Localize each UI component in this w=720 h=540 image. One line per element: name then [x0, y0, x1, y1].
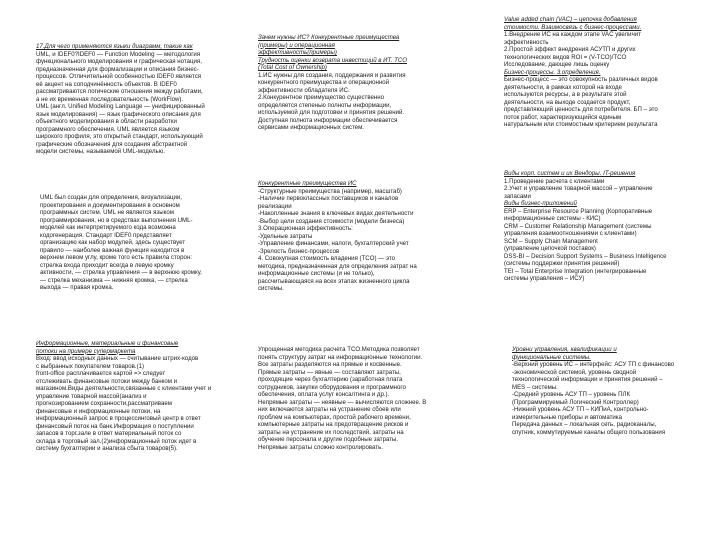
text-line: -экономической системой, уровень сводной [512, 368, 637, 376]
text-line: управление товарной массой(анализ и [36, 392, 147, 400]
text-line: программирования, но в средствах выполнения UML- [40, 216, 193, 224]
text-line: Бизнес-процесс — это совокупность различных видов [504, 76, 658, 83]
text-line: (системы поддержки принятия решений) [504, 260, 620, 267]
text-line: графические обозначения для создания абстрактной [36, 140, 188, 148]
text-line: программных систем. UML не является языком [40, 209, 174, 216]
block-uml-idef0 [36, 43, 256, 207]
text-line: моделей как интерпретируемого кода возможна [40, 224, 176, 231]
text-line: выхода — правая кромка. [40, 284, 114, 291]
text-line: предназначенная для формализации и описания бизнес- [36, 65, 199, 73]
text-line: запасов в торг.зале в ответ материальный поток со [36, 430, 182, 437]
text-line: DSS-BI – Decision Support Systems – Business Intelligence [504, 252, 667, 260]
text-line: TEI – Total Enterprise Integration (интегрированные [504, 267, 647, 275]
text-line: программного обеспечения. UML является языком [36, 125, 180, 133]
text-line: склада в торговый зал.(2)информационный поток идет в [36, 437, 197, 445]
text-line: -Управление финансами, налоги, бухгалтерский учет [258, 240, 409, 247]
text-line: UML, и IDEF0?IDEF0 — Function Modeling — методология [36, 50, 201, 58]
text-line: обучение персонала и другие подобные затраты. [258, 436, 399, 443]
text-line: ERP – Enterprise Resource Planning (Корпоративные [504, 207, 653, 215]
text-line: рассматриваются логические отношения между работами, [36, 88, 203, 95]
text-line: -Нижний уровень АСУ ТП – КИПиА, контрольно- [512, 406, 649, 413]
text-line: 3.Операционная эффективность: [258, 225, 353, 232]
section-heading-line: стоимости. Взаимосвязь с бизнес-процессами. [504, 23, 642, 31]
text-line: компьютерные затраты на предотвращение рисков и [258, 421, 409, 428]
text-line: Вход: ввод исходных данных — считывание штрих-кодов [36, 355, 199, 362]
text-line: деятельности, на выходе создается продукт, [504, 98, 631, 106]
text-line: 2.Простой эффект внедрения АСУТП и других [504, 46, 636, 53]
text-line: Все затраты разделяются на прямые и косвенные. [258, 361, 402, 368]
text-line: кодогенерация. Стандарт IDEF0 представляет [40, 231, 172, 239]
text-line: Непрямые затраты сложно контролировать. [258, 443, 383, 451]
text-line: 4. Совокупная стоимость владения (TCO) — это [258, 255, 396, 262]
text-line: системы управления – ИСУ) [504, 275, 585, 282]
text-line: 1.ИС нужны для создания, поддержания и развития [258, 71, 406, 79]
text-line: финансовый поток на банк.Информация о поступлении [36, 422, 194, 430]
text-line: сотрудников, закупки оборудования и программного [258, 383, 406, 391]
text-line: управления взаимоотношениями с клиентами) [504, 230, 637, 237]
text-line: SCM – Supply Chain Management [504, 237, 598, 245]
text-line: технологических видов ROI = (V-TCO)/TCO [504, 53, 627, 61]
section-heading-line: Виды корп. систем и их Вендоры. IT-решения [504, 170, 636, 177]
text-line: натуральным или стоимостным критерием результата [504, 121, 658, 128]
text-line: модели системы, называемой UML-моделью. [36, 148, 165, 155]
block-competitive-advantage [258, 34, 478, 164]
text-line: -Наличие первоклассных поставщиков и каналов [258, 195, 399, 202]
text-line: 1.Проведение расчета с клиентами [504, 177, 605, 185]
text-line: измерительные приборы и автоматика [512, 413, 622, 421]
text-line: конкурентного преимущества и операционной [258, 79, 390, 86]
text-line: Непрямые затраты — неявные — вычисляются сложнее. В [258, 398, 427, 406]
text-line: -Выбор цели создания стоимости (модели бизнеса) [258, 217, 405, 225]
section-heading-line: (примеры) и операционная [258, 41, 335, 49]
block-tco-method [258, 346, 479, 482]
text-line: обеспечения, оплата услуг консалтинга и др.). [258, 391, 390, 398]
section-heading-line: Value added chain (VAC) – цепочка добавления [504, 16, 637, 23]
text-line: используются ресурсы, а в результате этой [504, 91, 627, 98]
text-line: широкого профиля, это открытый стандарт, использующий [36, 133, 203, 140]
text-line: технологической информации и принятия решений – [512, 376, 663, 383]
text-line: front-office расплачивается картой => следует [36, 370, 166, 377]
text-line: (Программируемый Логический Контроллер) [512, 398, 639, 406]
text-line: (управление цепочкой поставок) [504, 245, 596, 252]
text-line: активности, — стрелка управления — в верхнюю кромку, [40, 269, 202, 276]
text-line: с выбранных покупателем товаров.(1) [36, 362, 145, 370]
text-line: них включаются затраты на устранение сбоев или [258, 406, 401, 413]
text-line: информационные системы - КИС) [504, 215, 601, 222]
text-line: запасами [504, 192, 531, 200]
text-line: -Накопленные знания в ключевых видах деятельности [258, 210, 414, 217]
text-line: функционального моделирования и графическая нотация, [36, 58, 202, 65]
text-line: MES – системы. [512, 383, 558, 391]
text-line: отслеживать финансовые потоки между банком и [36, 377, 178, 385]
text-line: 2.Учет и управление товарной массой – управление [504, 185, 653, 192]
text-line: реализации [258, 202, 292, 210]
text-line: стрелка входа приходит всегда в левую кромку [40, 261, 174, 269]
text-line: Упрощенная методика расчета TCO.Методика позволяет [258, 346, 420, 353]
text-line: Передача данных – локальная сеть, радиоканалы, [512, 421, 657, 428]
text-line: рассчитывающаяся на всех этапах жизненного цикла [258, 277, 410, 285]
text-line: представляющий ценность для потребителя. БП – это [504, 106, 658, 113]
section-heading-line: 17.Для чего применяются языки диаграмм, такие как [36, 43, 193, 50]
text-line: Доступная полнота информации обеспечивается [258, 116, 398, 124]
section-heading-line: Конкурентные преимущества ИС [258, 180, 357, 187]
block-competitive-list [258, 180, 479, 326]
section-heading-line: потоки на примере супермаркета [36, 347, 136, 355]
text-line: а не их временная последовательность (WorkFlow). [36, 95, 184, 103]
section-heading-line: Виды бизнес-приложений [504, 200, 577, 207]
section-heading-line: эффективность(примеры) [258, 49, 337, 56]
text-line: верхнем левом углу, кроме того есть правила сторон: [40, 254, 192, 261]
block-value-added-chain [504, 16, 720, 164]
text-line: -Зрелость бизнес-процессов [258, 247, 340, 255]
text-line: организацию как набор модулей, здесь существует [40, 239, 186, 246]
text-line: системы. [258, 285, 284, 292]
section-heading-line: Информационные, материальные и финансовые [36, 340, 179, 347]
section-heading-line: Бизнес-процессы. 3.определения. [504, 68, 601, 76]
text-line: -Средний уровень АСУ ТП – уровень ПЛК [512, 391, 631, 398]
block-automation-levels [512, 346, 720, 462]
text-line: проходящие через бухгалтерию (заработная плата [258, 376, 403, 383]
section-heading-line: Зачем нужны ИС? Конкурентные преимущества [258, 34, 400, 41]
text-line: поток работ, характеризующийся единым [504, 113, 622, 121]
text-line: Прямые затраты — явные — составляют затраты, [258, 368, 401, 376]
section-heading-line: Уровни управления, квалификации и [512, 346, 617, 353]
block-system-types [504, 170, 720, 320]
section-heading-line: (Total Cost of Ownership) [258, 64, 327, 71]
text-line: UML был создан для определения, визуализации, [40, 194, 182, 201]
text-line: язык моделирования) — язык графического описания для [36, 110, 201, 118]
text-line: сервисами информационных систем. [258, 124, 364, 131]
text-line: проектирования и документирования в основном [40, 201, 180, 209]
text-line: информационный запрос в процессинговый центр в ответ [36, 415, 201, 422]
text-line: -Верхний уровень ИС – интерфейс: АСУ ТП с финансово [512, 361, 675, 368]
text-line: проблем на компьютерах, простой рабочего времени, [258, 413, 411, 421]
text-line: 1.Внедрение ИС на каждом этапе VAC увеличит [504, 31, 641, 38]
text-line: затраты на устранение их последствий, затраты на [258, 428, 404, 436]
block-info-flows [36, 340, 257, 490]
section-heading-line: Трудность оценки возврата инвестиций в ИТ. TCO [258, 56, 407, 64]
text-line: прогнозированием сохранности,рассматриваем [36, 400, 172, 407]
text-line: Исследование, дающее лишь оценку [504, 61, 610, 68]
text-line: методика, предназначенная для определения затрат на [258, 262, 417, 270]
text-line: деятельности, в рамках которой на входе [504, 83, 622, 91]
text-line: финансовые и информационные потоки, на [36, 407, 161, 415]
text-line: 2.Конкурентное преимущество существенно [258, 94, 385, 101]
text-line: -Структурные преимущества (например, масштаб) [258, 187, 402, 195]
text-line: систему бухгалтерии и анализа сбыта товаров(5). [36, 445, 178, 452]
text-line: CRM – Customer Relationship Management (системы [504, 222, 652, 230]
text-line: её акцент на соподчинённость объектов. В IDEF0 [36, 80, 177, 88]
text-line: правило — наиболее важная функция находится в [40, 246, 185, 254]
text-line: UML (англ. Unified Modeling Language — унифицированный [36, 103, 205, 110]
text-line: — стрелка механизма — нижняя кромка, — стрелка [40, 276, 188, 284]
text-line: объектного моделирования в области разработки [36, 118, 177, 125]
block-uml-purpose [40, 194, 256, 328]
text-line: понять структуру затрат на информационные технологии. [258, 353, 423, 361]
text-line: магазином.Виды деятельности,связанные с клиентами учет и [36, 385, 212, 392]
text-line: используемой для подготовки и принятия решений. [258, 109, 405, 116]
text-line: информационные системы (и не только), [258, 270, 375, 277]
text-line: эффективность [504, 38, 549, 46]
section-heading-line: функциональные системы. [512, 353, 591, 361]
text-line: определяется степенью полноты информации, [258, 101, 392, 109]
text-line: -Удельные затраты [258, 232, 313, 240]
text-line: эффективности обладателя ИС. [258, 86, 350, 94]
text-line: процессов. Отличительной особенностью IDEF0 является [36, 73, 202, 80]
text-line: спутник, коммутируемые каналы общего пользования [512, 428, 666, 436]
